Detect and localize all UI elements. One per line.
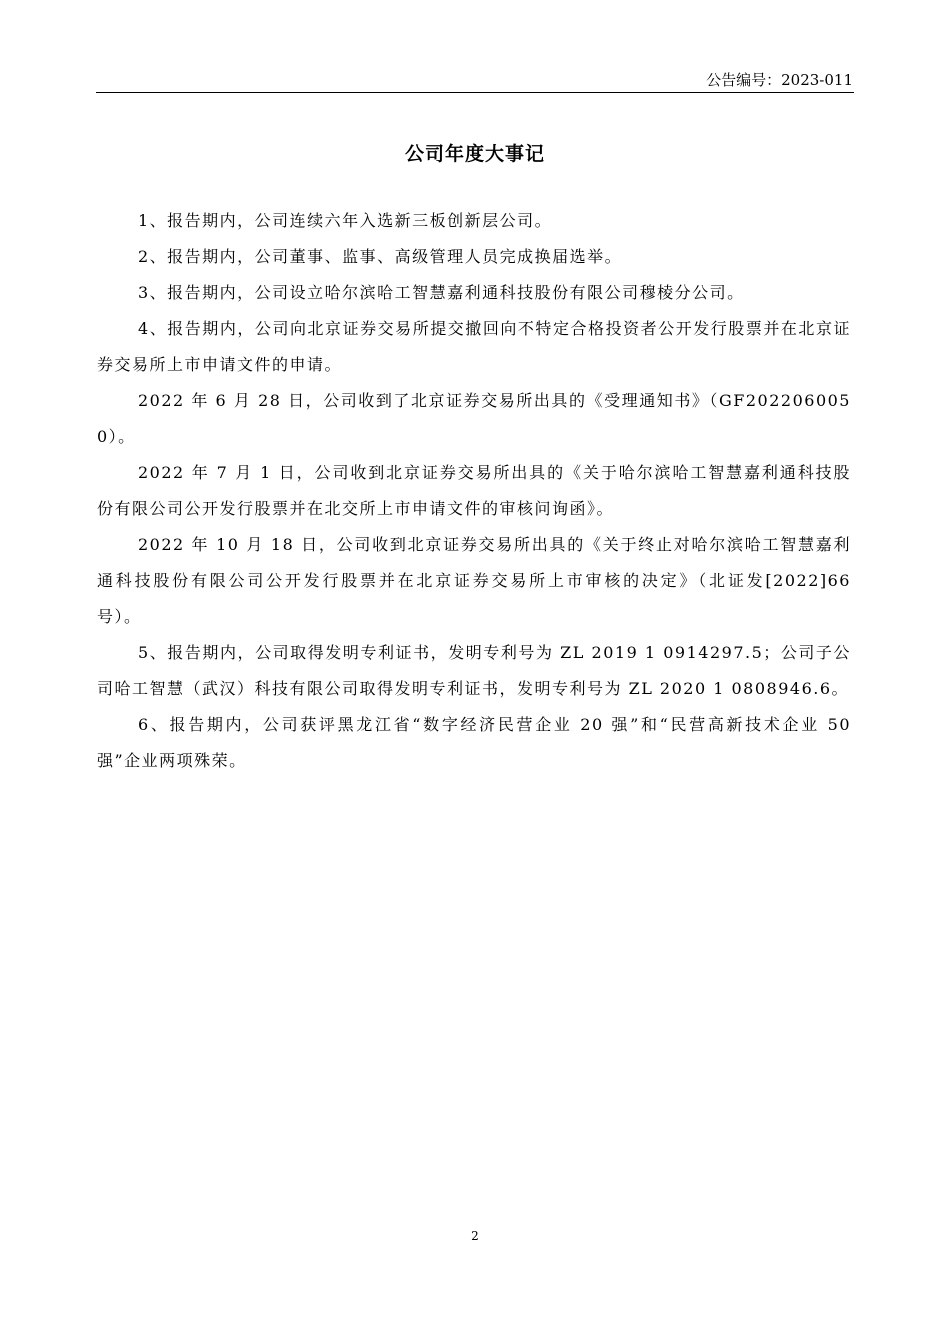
paragraph-honors: 6、报告期内，公司获评黑龙江省“数字经济民营企业 20 强”和“民营高新技术企业 50 强”企业两项殊荣。 bbox=[97, 715, 851, 770]
announcement-code: 公告编号：2023-011 bbox=[706, 71, 853, 89]
page-number: 2 bbox=[471, 1229, 479, 1243]
paragraph-termination-decision: 2022 年 10 月 18 日，公司收到北京证券交易所出具的《关于终止对哈尔滨哈工智慧嘉利通科技股份有限公司公开发行股票并在北京证券交易所上市审核的决定》（北证发[2022]66 号）。 bbox=[97, 535, 851, 626]
paragraph-acceptance-notice: 2022 年 6 月 28 日，公司收到了北京证券交易所出具的《受理通知书》（GF2022060050）。 bbox=[97, 391, 851, 446]
paragraph-innovation-tier: 1、报告期内，公司连续六年入选新三板创新层公司。 bbox=[138, 211, 553, 230]
paragraph-muling-branch: 3、报告期内，公司设立哈尔滨哈工智慧嘉利通科技股份有限公司穆棱分公司。 bbox=[138, 283, 745, 302]
document-body bbox=[97, 203, 851, 779]
header-divider bbox=[96, 92, 854, 93]
document-title: 公司年度大事记 bbox=[404, 142, 545, 165]
paragraph-board-election: 2、报告期内，公司董事、监事、高级管理人员完成换届选举。 bbox=[138, 247, 623, 266]
paragraph-inquiry-letter: 2022 年 7 月 1 日，公司收到北京证券交易所出具的《关于哈尔滨哈工智慧嘉利通科技股份有限公司公开发行股票并在北交所上市申请文件的审核问询函》。 bbox=[97, 463, 851, 518]
paragraph-invention-patents: 5、报告期内，公司取得发明专利证书，发明专利号为 ZL 2019 1 0914297.5；公司子公司哈工智慧（武汉）科技有限公司取得发明专利证书，发明专利号为 ZL 2020 1 0808946.6。 bbox=[97, 643, 851, 698]
paragraph-withdraw-application: 4、报告期内，公司向北京证券交易所提交撤回向不特定合格投资者公开发行股票并在北京证券交易所上市申请文件的申请。 bbox=[97, 319, 851, 374]
